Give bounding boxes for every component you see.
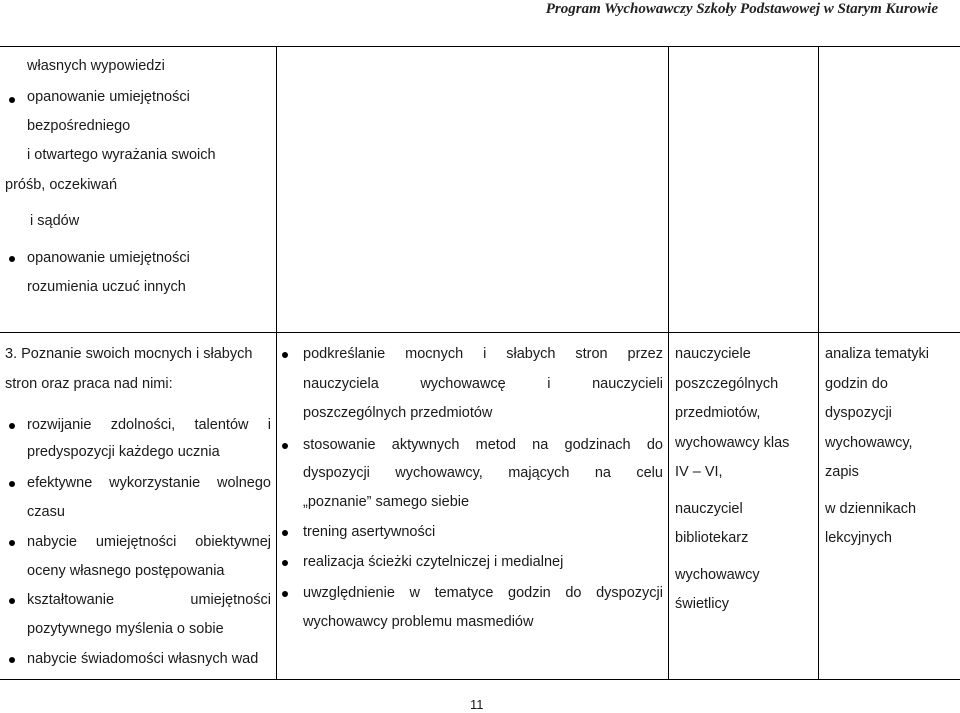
justified-line: efektywne wykorzystanie wolnego xyxy=(27,475,271,491)
cell-text: wychowawcy, xyxy=(825,435,913,451)
cell-text: oceny własnego postępowania xyxy=(27,563,225,579)
bullet-icon xyxy=(9,97,15,103)
cell-text: rozumienia uczuć innych xyxy=(27,279,186,295)
cell-text: i otwartego wyrażania swoich xyxy=(27,147,216,163)
cell-text: bezpośredniego xyxy=(27,118,131,134)
column-divider-1 xyxy=(276,46,277,680)
cell-text: poszczególnych xyxy=(675,376,779,392)
justified-line: uwzględnienie w tematyce godzin do dyspozycji xyxy=(303,585,663,601)
bullet-icon xyxy=(9,657,15,663)
bullet-icon xyxy=(282,530,288,536)
cell-text: poszczególnych przedmiotów xyxy=(303,405,493,421)
bullet-icon xyxy=(9,423,15,429)
cell-text: próśb, oczekiwań xyxy=(5,177,118,193)
page-number: 11 xyxy=(470,697,484,712)
justified-line: stosowanie aktywnych metod na godzinach do xyxy=(303,437,663,453)
cell-text: zapis xyxy=(825,464,859,480)
cell-text: lekcyjnych xyxy=(825,530,892,546)
cell-text: opanowanie umiejętności xyxy=(27,89,190,105)
justified-line: rozwijanie zdolności, talentów i xyxy=(27,417,271,433)
cell-text: IV – VI, xyxy=(675,464,723,480)
column-divider-2 xyxy=(668,46,669,680)
cell-text: wychowawcy problemu masmediów xyxy=(303,614,534,630)
cell-text: pozytywnego myślenia o sobie xyxy=(27,621,224,637)
cell-text: opanowanie umiejętności xyxy=(27,250,190,266)
justified-line: nabycie umiejętności obiektywnej xyxy=(27,534,271,550)
cell-text: własnych wypowiedzi xyxy=(27,58,165,74)
table-bottom-border xyxy=(0,679,960,680)
bullet-icon xyxy=(9,598,15,604)
cell-text: dyspozycji xyxy=(825,405,892,421)
cell-text: stron oraz praca nad nimi: xyxy=(5,376,173,392)
bullet-icon xyxy=(282,443,288,449)
table-top-border xyxy=(0,46,960,47)
cell-text: analiza tematyki xyxy=(825,346,929,362)
justified-line: podkreślanie mocnych i słabych stron przez xyxy=(303,346,663,362)
cell-text: realizacja ścieżki czytelniczej i medialnej xyxy=(303,554,564,570)
cell-text: nauczyciele xyxy=(675,346,751,362)
cell-text: świetlicy xyxy=(675,596,729,612)
cell-text: i sądów xyxy=(30,213,80,229)
bullet-icon xyxy=(9,540,15,546)
justified-line: kształtowanie umiejętności xyxy=(27,592,271,608)
cell-text: w dziennikach xyxy=(825,501,917,517)
cell-text: czasu xyxy=(27,504,65,520)
cell-text: godzin do xyxy=(825,376,888,392)
justified-line: dyspozycji wychowawcy, mających na celu xyxy=(303,465,663,481)
justified-line: nauczyciela wychowawcę i nauczycieli xyxy=(303,376,663,392)
cell-text: nabycie świadomości własnych wad xyxy=(27,651,259,667)
cell-text: wychowawcy klas xyxy=(675,435,790,451)
cell-text: nauczyciel xyxy=(675,501,743,517)
goal-heading: 3. Poznanie swoich mocnych i słabych xyxy=(5,346,253,362)
bullet-icon xyxy=(282,560,288,566)
bullet-icon xyxy=(282,352,288,358)
bullet-icon xyxy=(9,481,15,487)
bullet-icon xyxy=(9,256,15,262)
cell-text: bibliotekarz xyxy=(675,530,749,546)
row-divider xyxy=(0,332,960,333)
bullet-icon xyxy=(282,591,288,597)
document-header-title: Program Wychowawczy Szkoły Podstawowej w Starym Kurowie xyxy=(545,1,938,17)
cell-text: „poznanie” samego siebie xyxy=(303,494,470,510)
column-divider-3 xyxy=(818,46,819,680)
cell-text: przedmiotów, xyxy=(675,405,761,421)
cell-text: trening asertywności xyxy=(303,524,436,540)
cell-text: wychowawcy xyxy=(675,567,760,583)
cell-text: predyspozycji każdego ucznia xyxy=(27,444,220,460)
